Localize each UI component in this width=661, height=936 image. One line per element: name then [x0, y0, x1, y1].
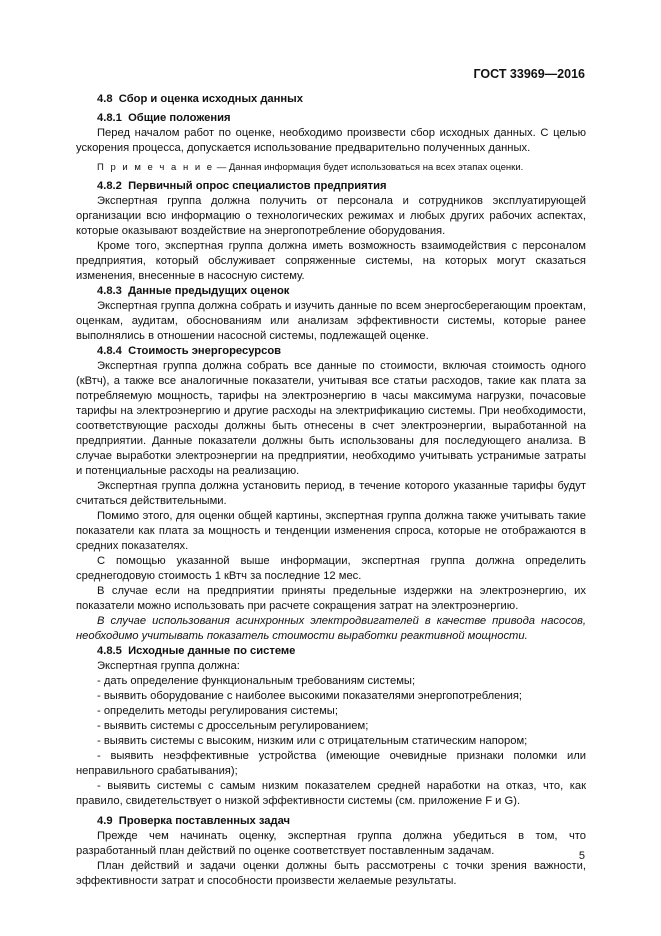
section-heading-4-8-3: 4.8.3 Данные предыдущих оценок — [97, 285, 290, 297]
list-item: - определить методы регулирования системы; — [97, 705, 338, 717]
paragraph: Помимо этого, для оценки общей картины, экспертная группа должна также учитывать такие показатели как плата за мощность и тенденции изменения спроса, которые не отображаются в средних показателях. — [76, 510, 586, 552]
paragraph: С помощью указанной выше информации, экспертная группа должна определить среднегодовую стоимость 1 кВтч за последние 12 мес. — [76, 555, 586, 582]
list-item: - выявить системы с дроссельным регулированием; — [97, 720, 369, 732]
document-code: ГОСТ 33969—2016 — [473, 67, 585, 81]
paragraph: Экспертная группа должна собрать все данные по стоимости, включая стоимость одного (кВтч), а также все аналогичные показатели, учитывая все статьи расходов, такие как плата за потребляемую мощность, тарифы на электроэнергию в часы максимума нагрузки, почасовые тарифы на электроэнергию и другие расходы на электрификацию системы. При необходимости, соответствующие расходы должны быть отнесены в счет электроэнергии, выработанной на предприятии. Данные показатели должны быть использованы для последующего анализа. В случае выработки электроэнергии на предприятии, необходимо учитывать устранимые затраты и потенциальные расходы на реализацию. — [76, 360, 586, 477]
paragraph: Экспертная группа должна получить от персонала и сотрудников эксплуатирующей организации всю информацию о технологических режимах и любых других рабочих аспектах, которые оказывают воздействие на энергопотребление оборудования. — [76, 195, 586, 237]
list-item: - дать определение функциональным требованиям системы; — [97, 675, 416, 687]
paragraph: Кроме того, экспертная группа должна иметь возможность взаимодействия с персоналом предприятия, который обслуживает сопряженные системы, на которых могут сказаться изменения, внесенные в насосную систему. — [76, 240, 586, 282]
list-item: - выявить системы с высоким, низким или с отрицательным статическим напором; — [97, 735, 528, 747]
section-heading-4-8-5: 4.8.5 Исходные данные по системе — [97, 645, 296, 657]
list-item: - выявить неэффективные устройства (имеющие очевидные признаки поломки или неправильного срабатывания); — [76, 750, 586, 777]
section-heading-4-8-2: 4.8.2 Первичный опрос специалистов предприятия — [97, 180, 387, 192]
section-heading-4-8-1: 4.8.1 Общие положения — [97, 112, 231, 124]
page-number: 5 — [578, 850, 585, 862]
section-heading-4-8-4: 4.8.4 Стоимость энергоресурсов — [97, 345, 282, 357]
page-content — [76, 92, 586, 889]
paragraph: План действий и задачи оценки должны быть рассмотрены с точки зрения важности, эффективности затрат и способности произвести желаемые результаты. — [76, 860, 586, 887]
list-item: - выявить системы с самым низким показателем средней наработки на отказ, что, как правило, свидетельствует о низкой эффективности системы (см. приложение F и G). — [76, 780, 586, 807]
paragraph: Экспертная группа должна установить период, в течение которого указанные тарифы будут считаться действительными. — [76, 480, 586, 507]
section-heading-4-9: 4.9 Проверка поставленных задач — [97, 815, 291, 827]
section-heading-4-8: 4.8 Сбор и оценка исходных данных — [97, 93, 303, 105]
paragraph: Прежде чем начинать оценку, экспертная группа должна убедиться в том, что разработанный план действий по оценке соответствует поставленным задачам. — [76, 830, 586, 857]
paragraph: В случае если на предприятии приняты предельные издержки на электроэнергию, их показатели можно использовать при расчете сокращения затрат на электроэнергию. — [76, 585, 586, 612]
note: П р и м е ч а н и е — Данная информация будет использоваться на всех этапах оценки. — [97, 162, 524, 173]
list-intro: Экспертная группа должна: — [97, 660, 240, 672]
paragraph: Экспертная группа должна собрать и изучить данные по всем энергосберегающим проектам, оценкам, аудитам, обоснованиям или анализам эффективности системы, которые ранее выполнялись в отношении насосной системы, подлежащей оценке. — [76, 300, 586, 342]
list-item: - выявить оборудование с наиболее высокими показателями энергопотребления; — [97, 690, 522, 702]
paragraph-italic: В случае использования асинхронных электродвигателей в качестве привода насосов, необходимо учитывать показатель стоимости выработки реактивной мощности. — [76, 615, 586, 642]
paragraph: Перед началом работ по оценке, необходимо произвести сбор исходных данных. С целью ускорения процесса, допускается использование предварительно полученных данных. — [76, 127, 586, 154]
